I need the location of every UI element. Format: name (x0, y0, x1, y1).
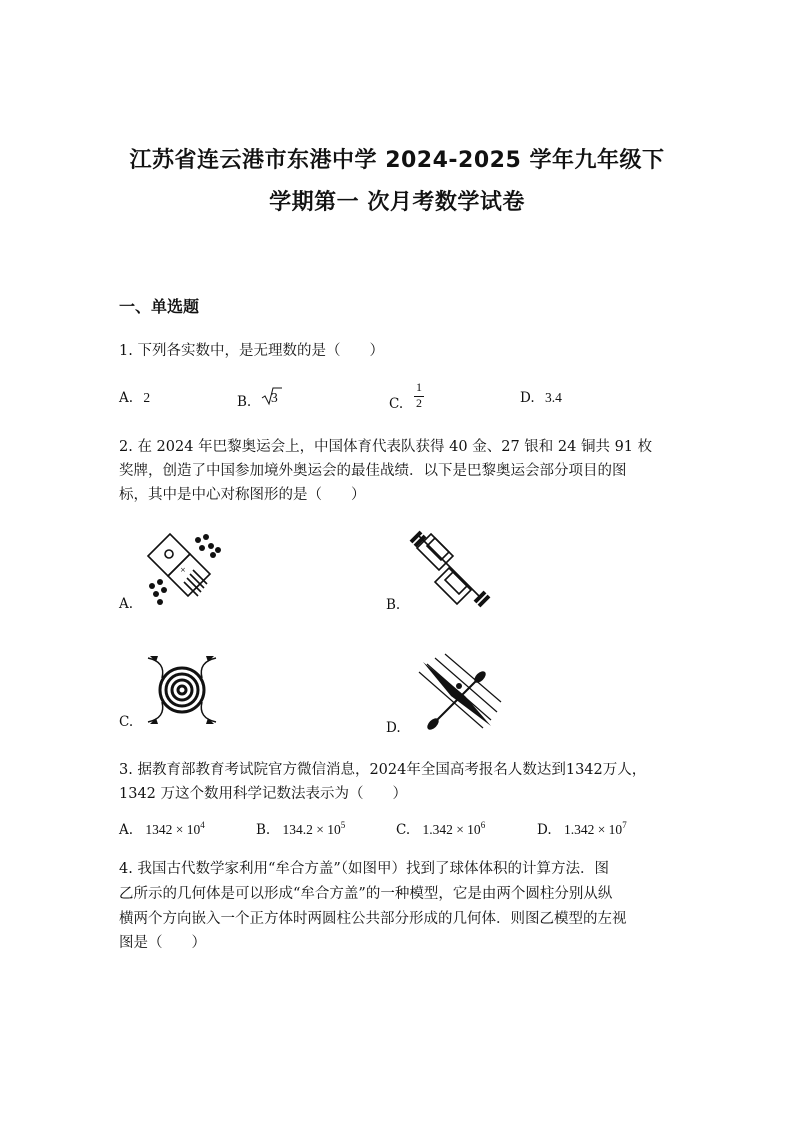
q3-option-d-exponent: 7 (622, 820, 627, 830)
q2-stem-line3: 标，其中是中心对称图形的是（ ） (119, 487, 366, 503)
q3-option-b-value: 134.2 × 10 (282, 822, 341, 837)
q3-option-c[interactable] (396, 822, 485, 838)
q1-option-d-value: 3.4 (544, 390, 562, 405)
q3-option-a-value: 1342 × 10 (145, 822, 201, 837)
q3-option-b-label: B. (256, 822, 271, 838)
q1-option-a-value: 2 (143, 390, 151, 405)
q2-stem-line2: 奖牌，创造了中国参加境外奥运会的最佳战绩．以下是巴黎奥运会部分项目的图 (119, 463, 627, 479)
q1-option-d[interactable] (520, 390, 562, 406)
q2-option-d-icon[interactable] (405, 650, 505, 732)
q1-option-c-label: C. (389, 396, 404, 412)
q4-stem-line4: 图是（ ） (119, 935, 206, 951)
q1-option-c-denominator: 2 (416, 396, 422, 410)
q1-option-a[interactable] (119, 390, 150, 406)
q1-option-b-value: 3 (271, 390, 278, 405)
q3-option-a-exponent: 4 (200, 820, 205, 830)
q1-option-b[interactable] (237, 388, 278, 410)
q1-option-c[interactable] (389, 380, 449, 416)
q2-stem-line1: 2. 在 2024 年巴黎奥运会上，中国体育代表队获得 40 金、27 银和 24 铜共 91 枚 (119, 439, 653, 455)
q2-option-c-icon[interactable] (142, 652, 222, 728)
q4-stem-line3: 横两个方向嵌入一个正方体时两圆柱公共部分形成的几何体．则图乙模型的左视 (119, 911, 627, 927)
q4-stem-line1: 4. 我国古代数学家利用“牟合方盖”（如图甲）找到了球体体积的计算方法．图 (119, 861, 610, 877)
q3-option-a[interactable] (119, 822, 205, 838)
q3-stem-line1: 3. 据教育部教育考试院官方微信消息，2024年全国高考报名人数达到1342万人， (119, 762, 647, 778)
page-title-line1: 江苏省连云港市东港中学 2024-2025 学年九年级下 (129, 148, 665, 173)
q3-option-d[interactable] (537, 822, 627, 838)
q2-option-c-label[interactable]: C. (119, 714, 134, 730)
q1-stem: 1. 下列各实数中，是无理数的是（ ） (119, 343, 384, 359)
q3-stem-line2: 1342 万这个数用科学记数法表示为（ ） (119, 786, 408, 802)
q2-option-a-icon[interactable] (140, 528, 230, 610)
q3-option-d-label: D. (537, 822, 552, 838)
q2-option-b-label[interactable]: B. (386, 597, 401, 613)
q3-option-c-exponent: 6 (480, 820, 486, 830)
q2-option-a-label[interactable]: A. (119, 596, 134, 612)
q3-option-b[interactable] (256, 822, 345, 838)
q1-option-a-label: A. (119, 390, 134, 406)
section-heading: 一、单选题 (119, 297, 200, 316)
q3-option-c-value: 1.342 × 10 (422, 822, 481, 837)
q3-option-a-label: A. (119, 822, 134, 838)
page-title-line2: 学期第一 次月考数学试卷 (269, 190, 525, 215)
q3-option-c-label: C. (396, 822, 411, 838)
q2-option-d-label[interactable]: D. (386, 720, 401, 736)
svg-text:×: × (180, 566, 186, 574)
q1-option-d-label: D. (520, 390, 535, 406)
q1-option-c-numerator: 1 (416, 380, 422, 394)
q2-option-b-icon[interactable] (405, 528, 495, 610)
q4-stem-line2: 乙所示的几何体是可以形成“牟合方盖”的一种模型，它是由两个圆柱分别从纵 (119, 886, 613, 902)
q3-option-b-exponent: 5 (340, 820, 346, 830)
q3-option-d-value: 1.342 × 10 (563, 822, 623, 837)
q1-option-b-label: B. (237, 394, 252, 410)
